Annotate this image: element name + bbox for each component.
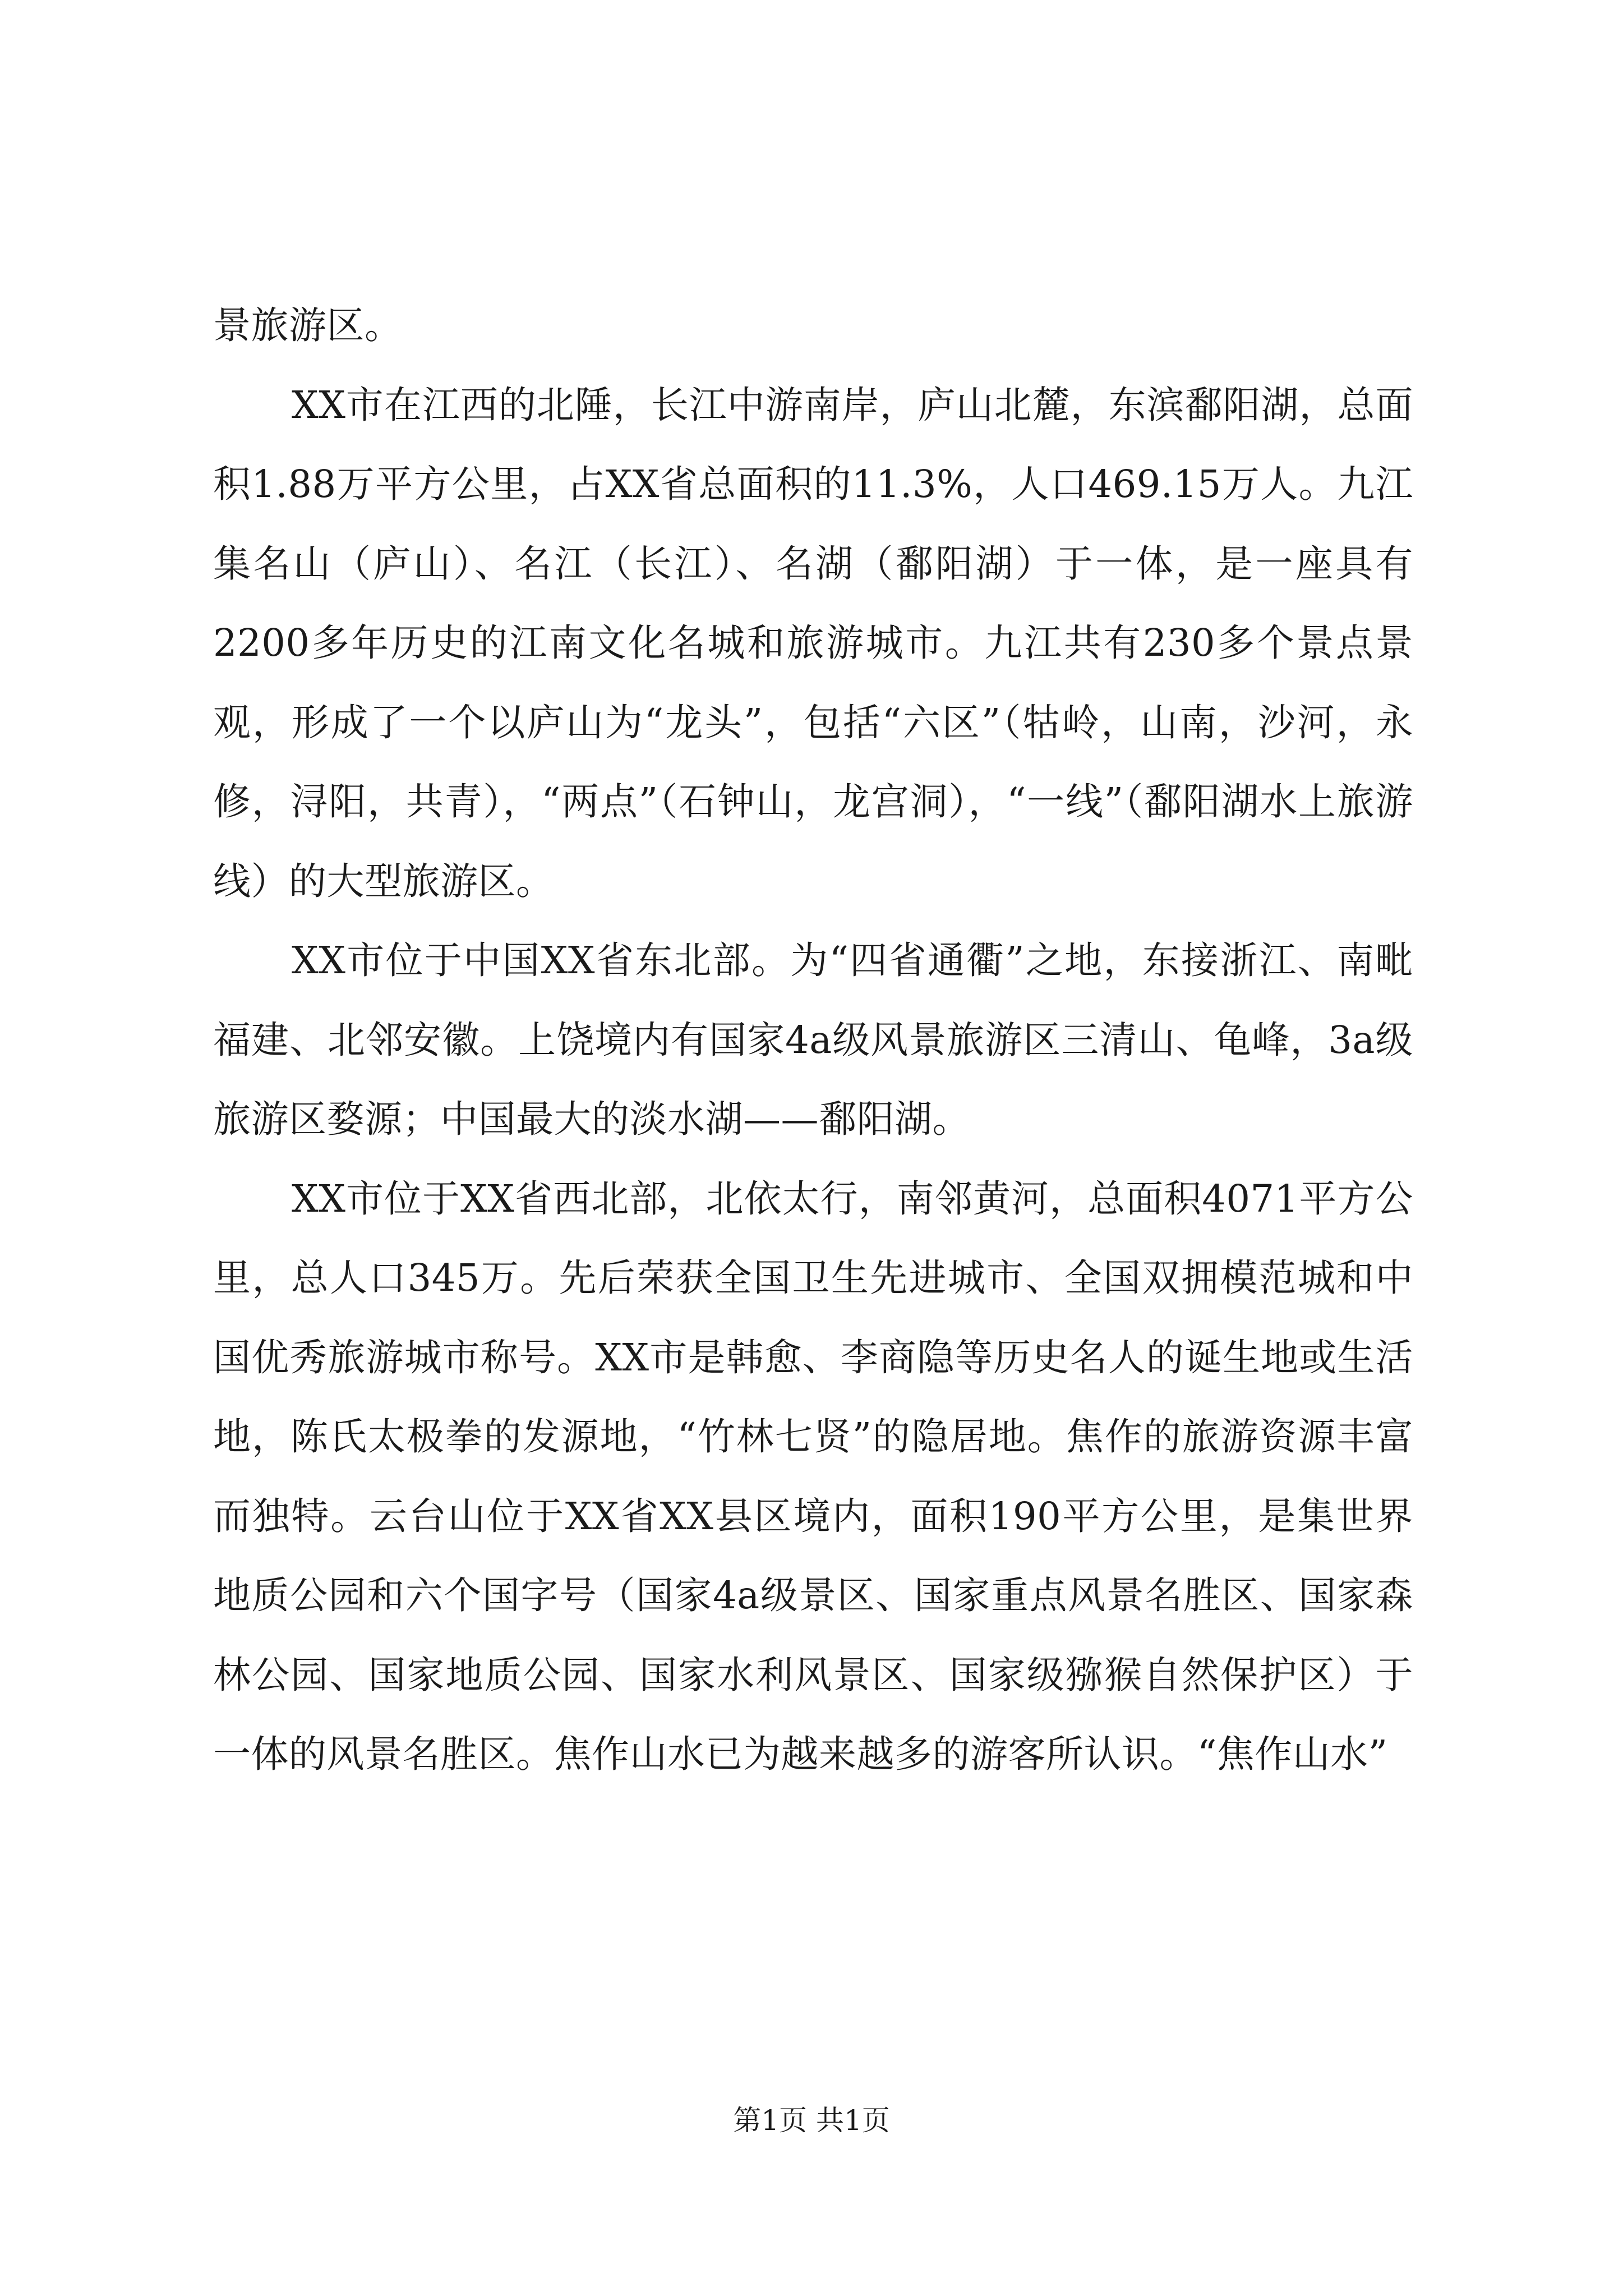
page-footer: 第1页 共1页 — [733, 2104, 890, 2137]
paragraph-4: XX市位于XX省西北部，北依太行，南邻黄河，总面积4071平方公里，总人口345万。先后荣获全国卫生先进城市、全国双拥模范城和中国优秀旅游城市称号。XX市是韩愈、李商隐等历史名人的诞生地或生活地，陈氏太极拳的发源地，“竹林七贤”的隐居地。焦作的旅游资源丰富而独特。云台山位于XX省XX县区境内，面积190平方公里，是集世界地质公园和六个国字号（国家4a级景区、国家重点风景名胜区、国家森林公园、国家地质公园、国家水利风景区、国家级猕猴自然保护区）于一体的风景名胜区。焦作山水已为越来越多的游客所认识。“焦作山水” — [213, 1176, 1413, 1776]
paragraph-1: 景旅游区。 — [213, 303, 403, 347]
paragraph-2: XX市在江西的北陲，长江中游南岸，庐山北麓，东滨鄱阳湖，总面积1.88万平方公里，占XX省总面积的11.3%，人口469.15万人。九江集名山（庐山）、名江（长江）、名湖（鄱阳湖）于一体，是一座具有2200多年历史的江南文化名城和旅游城市。九江共有230多个景点景观，形成了一个以庐山为“龙头”，包括“六区”（牯岭，山南，沙河，永修，浔阳，共青），“两点”（石钟山，龙宫洞），“一线”（鄱阳湖水上旅游线）的大型旅游区。 — [213, 383, 1413, 903]
paragraph-3: XX市位于中国XX省东北部。为“四省通衢”之地，东接浙江、南毗福建、北邻安徽。上饶境内有国家4a级风景旅游区三清山、龟峰，3a级旅游区婺源；中国最大的淡水湖——鄱阳湖。 — [213, 938, 1413, 1141]
document-body — [213, 286, 1413, 1795]
